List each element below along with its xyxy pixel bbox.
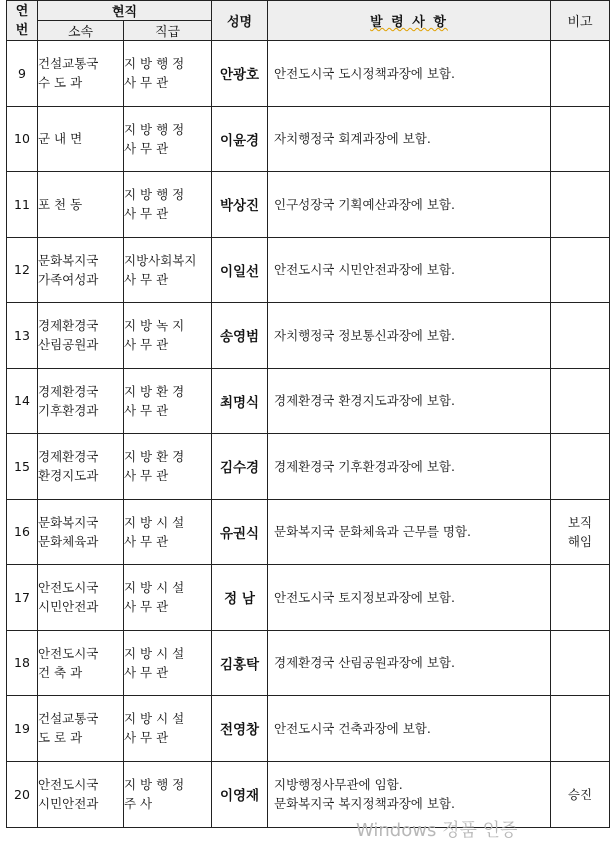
dept-cell-line: 포 천 동: [38, 196, 83, 212]
name-cell: 김홍탁: [212, 630, 268, 696]
rank-cell-line: 지 방 행 정: [124, 187, 185, 203]
rank-cell-line: 사 무 관: [124, 533, 169, 549]
row-number: 11: [7, 172, 38, 238]
note-cell: [551, 761, 610, 827]
dept-cell-line: 기후환경과: [38, 402, 99, 418]
note-cell-line: 보직: [567, 514, 593, 530]
rank-cell-line: 사 무 관: [124, 271, 169, 287]
rank-cell: [124, 499, 212, 565]
note-cell: [551, 696, 610, 762]
order-cell-line: 안전도시국 도시정책과장에 보함.: [274, 65, 455, 81]
row-number: 19: [7, 696, 38, 762]
rank-cell-line: 지방사회복지: [124, 252, 197, 268]
header-rank: 직급: [124, 21, 212, 41]
dept-cell-line: 경제환경국: [38, 383, 99, 399]
order-cell: [268, 303, 551, 369]
header-name: 성명: [212, 1, 268, 41]
order-cell: [268, 434, 551, 500]
name-cell: 전영창: [212, 696, 268, 762]
note-cell: [551, 434, 610, 500]
order-cell-line: 문화복지국 문화체육과 근무를 명함.: [274, 524, 472, 540]
rank-cell: [124, 761, 212, 827]
rank-cell: [124, 106, 212, 172]
rank-cell: [124, 172, 212, 238]
dept-cell: [38, 630, 124, 696]
rank-cell: [124, 630, 212, 696]
dept-cell-line: 안전도시국: [38, 777, 99, 792]
dept-cell-line: 시민안전과: [38, 796, 99, 811]
order-cell: [268, 565, 551, 631]
dept-cell-line: 건 축 과: [38, 664, 83, 680]
note-cell: [551, 303, 610, 369]
name-cell: 이일선: [212, 237, 268, 303]
rank-cell-line: 지 방 행 정: [124, 56, 185, 72]
header-no: 연 번: [7, 1, 38, 41]
rank-cell-line: 지 방 시 설: [124, 514, 185, 530]
rank-cell-line: 사 무 관: [124, 468, 169, 484]
dept-cell-line: 안전도시국: [38, 645, 99, 661]
note-cell: [551, 368, 610, 434]
order-cell: [268, 237, 551, 303]
dept-cell-line: 산림공원과: [38, 337, 99, 353]
personnel-table: [6, 0, 610, 828]
rank-cell-line: 지 방 행 정: [124, 121, 185, 137]
windows-activation-watermark: Windows 정품 인증: [356, 820, 518, 841]
rank-cell-line: 사 무 관: [124, 402, 169, 418]
rank-cell-line: 지 방 시 설: [124, 711, 185, 727]
dept-cell-line: 문화체육과: [38, 533, 99, 549]
order-cell-line: 자치행정국 정보통신과장에 보함.: [274, 327, 455, 343]
row-number: 20: [7, 761, 38, 827]
order-cell-line: 인구성장국 기획예산과장에 보함.: [274, 196, 455, 212]
note-cell: [551, 499, 610, 565]
order-cell: [268, 696, 551, 762]
rank-cell: [124, 434, 212, 500]
rank-cell-line: 사 무 관: [124, 140, 169, 156]
header-note: 비고: [551, 1, 610, 41]
order-cell-line: 문화복지국 복지정책과장에 보함.: [274, 796, 455, 811]
table-row: [7, 630, 610, 696]
table-row: [7, 106, 610, 172]
rank-cell: [124, 368, 212, 434]
dept-cell-line: 문화복지국: [38, 252, 99, 268]
table-header: [7, 1, 610, 41]
rank-cell: [124, 696, 212, 762]
rank-cell-line: 사 무 관: [124, 730, 169, 746]
rank-cell-line: 사 무 관: [124, 206, 169, 222]
dept-cell: [38, 41, 124, 107]
rank-cell-line: 사 무 관: [124, 599, 169, 615]
order-cell: [268, 106, 551, 172]
order-cell-line: 지방행정사무관에 임함.: [274, 777, 403, 792]
rank-cell-line: 사 무 관: [124, 75, 169, 91]
note-cell: [551, 565, 610, 631]
name-cell: 박상진: [212, 172, 268, 238]
dept-cell: [38, 434, 124, 500]
rank-cell: [124, 237, 212, 303]
rank-cell-line: 지 방 행 정: [124, 777, 185, 792]
table-row: [7, 303, 610, 369]
order-cell-line: 경제환경국 기후환경과장에 보함.: [274, 458, 455, 474]
name-cell: 안광호: [212, 41, 268, 107]
name-cell: 최명식: [212, 368, 268, 434]
table-row: [7, 41, 610, 107]
row-number: 17: [7, 565, 38, 631]
rank-cell: [124, 565, 212, 631]
note-cell: [551, 630, 610, 696]
row-number: 18: [7, 630, 38, 696]
order-cell-line: 경제환경국 산림공원과장에 보함.: [274, 655, 455, 671]
note-cell: [551, 172, 610, 238]
order-cell-line: 자치행정국 회계과장에 보함.: [274, 131, 431, 147]
name-cell: 유권식: [212, 499, 268, 565]
order-cell: [268, 368, 551, 434]
dept-cell-line: 가족여성과: [38, 271, 99, 287]
dept-cell-line: 도 로 과: [38, 730, 83, 746]
dept-cell: [38, 172, 124, 238]
rank-cell-line: 지 방 시 설: [124, 580, 185, 596]
table-row: [7, 499, 610, 565]
rank-cell-line: 지 방 환 경: [124, 383, 185, 399]
row-number: 16: [7, 499, 38, 565]
order-cell-line: 안전도시국 시민안전과장에 보함.: [274, 262, 455, 278]
rank-cell-line: 지 방 녹 지: [124, 318, 185, 334]
row-number: 9: [7, 41, 38, 107]
order-cell-line: 안전도시국 토지정보과장에 보함.: [274, 589, 455, 605]
header-current: 현직: [38, 1, 212, 21]
dept-cell-line: 경제환경국: [38, 318, 99, 334]
note-cell: [551, 41, 610, 107]
order-cell: [268, 630, 551, 696]
dept-cell-line: 건설교통국: [38, 711, 99, 727]
name-cell: 이윤경: [212, 106, 268, 172]
name-cell: 김수경: [212, 434, 268, 500]
dept-cell-line: 경제환경국: [38, 449, 99, 465]
dept-cell: [38, 237, 124, 303]
note-cell-line: 해임: [567, 533, 593, 549]
table-row: [7, 237, 610, 303]
dept-cell-line: 건설교통국: [38, 56, 99, 72]
dept-cell: [38, 368, 124, 434]
rank-cell-line: 주 사: [124, 796, 153, 811]
row-number: 10: [7, 106, 38, 172]
rank-cell-line: 사 무 관: [124, 337, 169, 353]
table-body: [7, 41, 610, 828]
name-cell: 정 남: [212, 565, 268, 631]
rank-cell-line: 사 무 관: [124, 664, 169, 680]
dept-cell-line: 군 내 면: [38, 131, 83, 147]
row-number: 13: [7, 303, 38, 369]
header-order: 발 령 사 항: [268, 1, 551, 41]
row-number: 15: [7, 434, 38, 500]
table-row: [7, 696, 610, 762]
order-cell: [268, 172, 551, 238]
name-cell: 송영범: [212, 303, 268, 369]
rank-cell-line: 지 방 시 설: [124, 645, 185, 661]
table-row: [7, 434, 610, 500]
note-cell: [551, 106, 610, 172]
row-number: 12: [7, 237, 38, 303]
row-number: 14: [7, 368, 38, 434]
table-row: [7, 172, 610, 238]
table-row: [7, 368, 610, 434]
table-row: [7, 761, 610, 827]
dept-cell: [38, 565, 124, 631]
dept-cell: [38, 106, 124, 172]
order-cell: [268, 41, 551, 107]
note-cell-line: 승진: [567, 786, 593, 802]
order-cell-line: 경제환경국 환경지도과장에 보함.: [274, 393, 455, 409]
dept-cell-line: 문화복지국: [38, 514, 99, 530]
name-cell: 이영재: [212, 761, 268, 827]
dept-cell: [38, 303, 124, 369]
dept-cell-line: 환경지도과: [38, 468, 99, 484]
table-row: [7, 565, 610, 631]
dept-cell-line: 수 도 과: [38, 75, 83, 91]
header-dept: 소속: [38, 21, 124, 41]
order-cell: [268, 761, 551, 827]
dept-cell-line: 시민안전과: [38, 599, 99, 615]
rank-cell-line: 지 방 환 경: [124, 449, 185, 465]
rank-cell: [124, 41, 212, 107]
dept-cell: [38, 499, 124, 565]
note-cell: [551, 237, 610, 303]
dept-cell: [38, 696, 124, 762]
dept-cell: [38, 761, 124, 827]
rank-cell: [124, 303, 212, 369]
order-cell-line: 안전도시국 건축과장에 보함.: [274, 720, 431, 736]
dept-cell-line: 안전도시국: [38, 580, 99, 596]
order-cell: [268, 499, 551, 565]
